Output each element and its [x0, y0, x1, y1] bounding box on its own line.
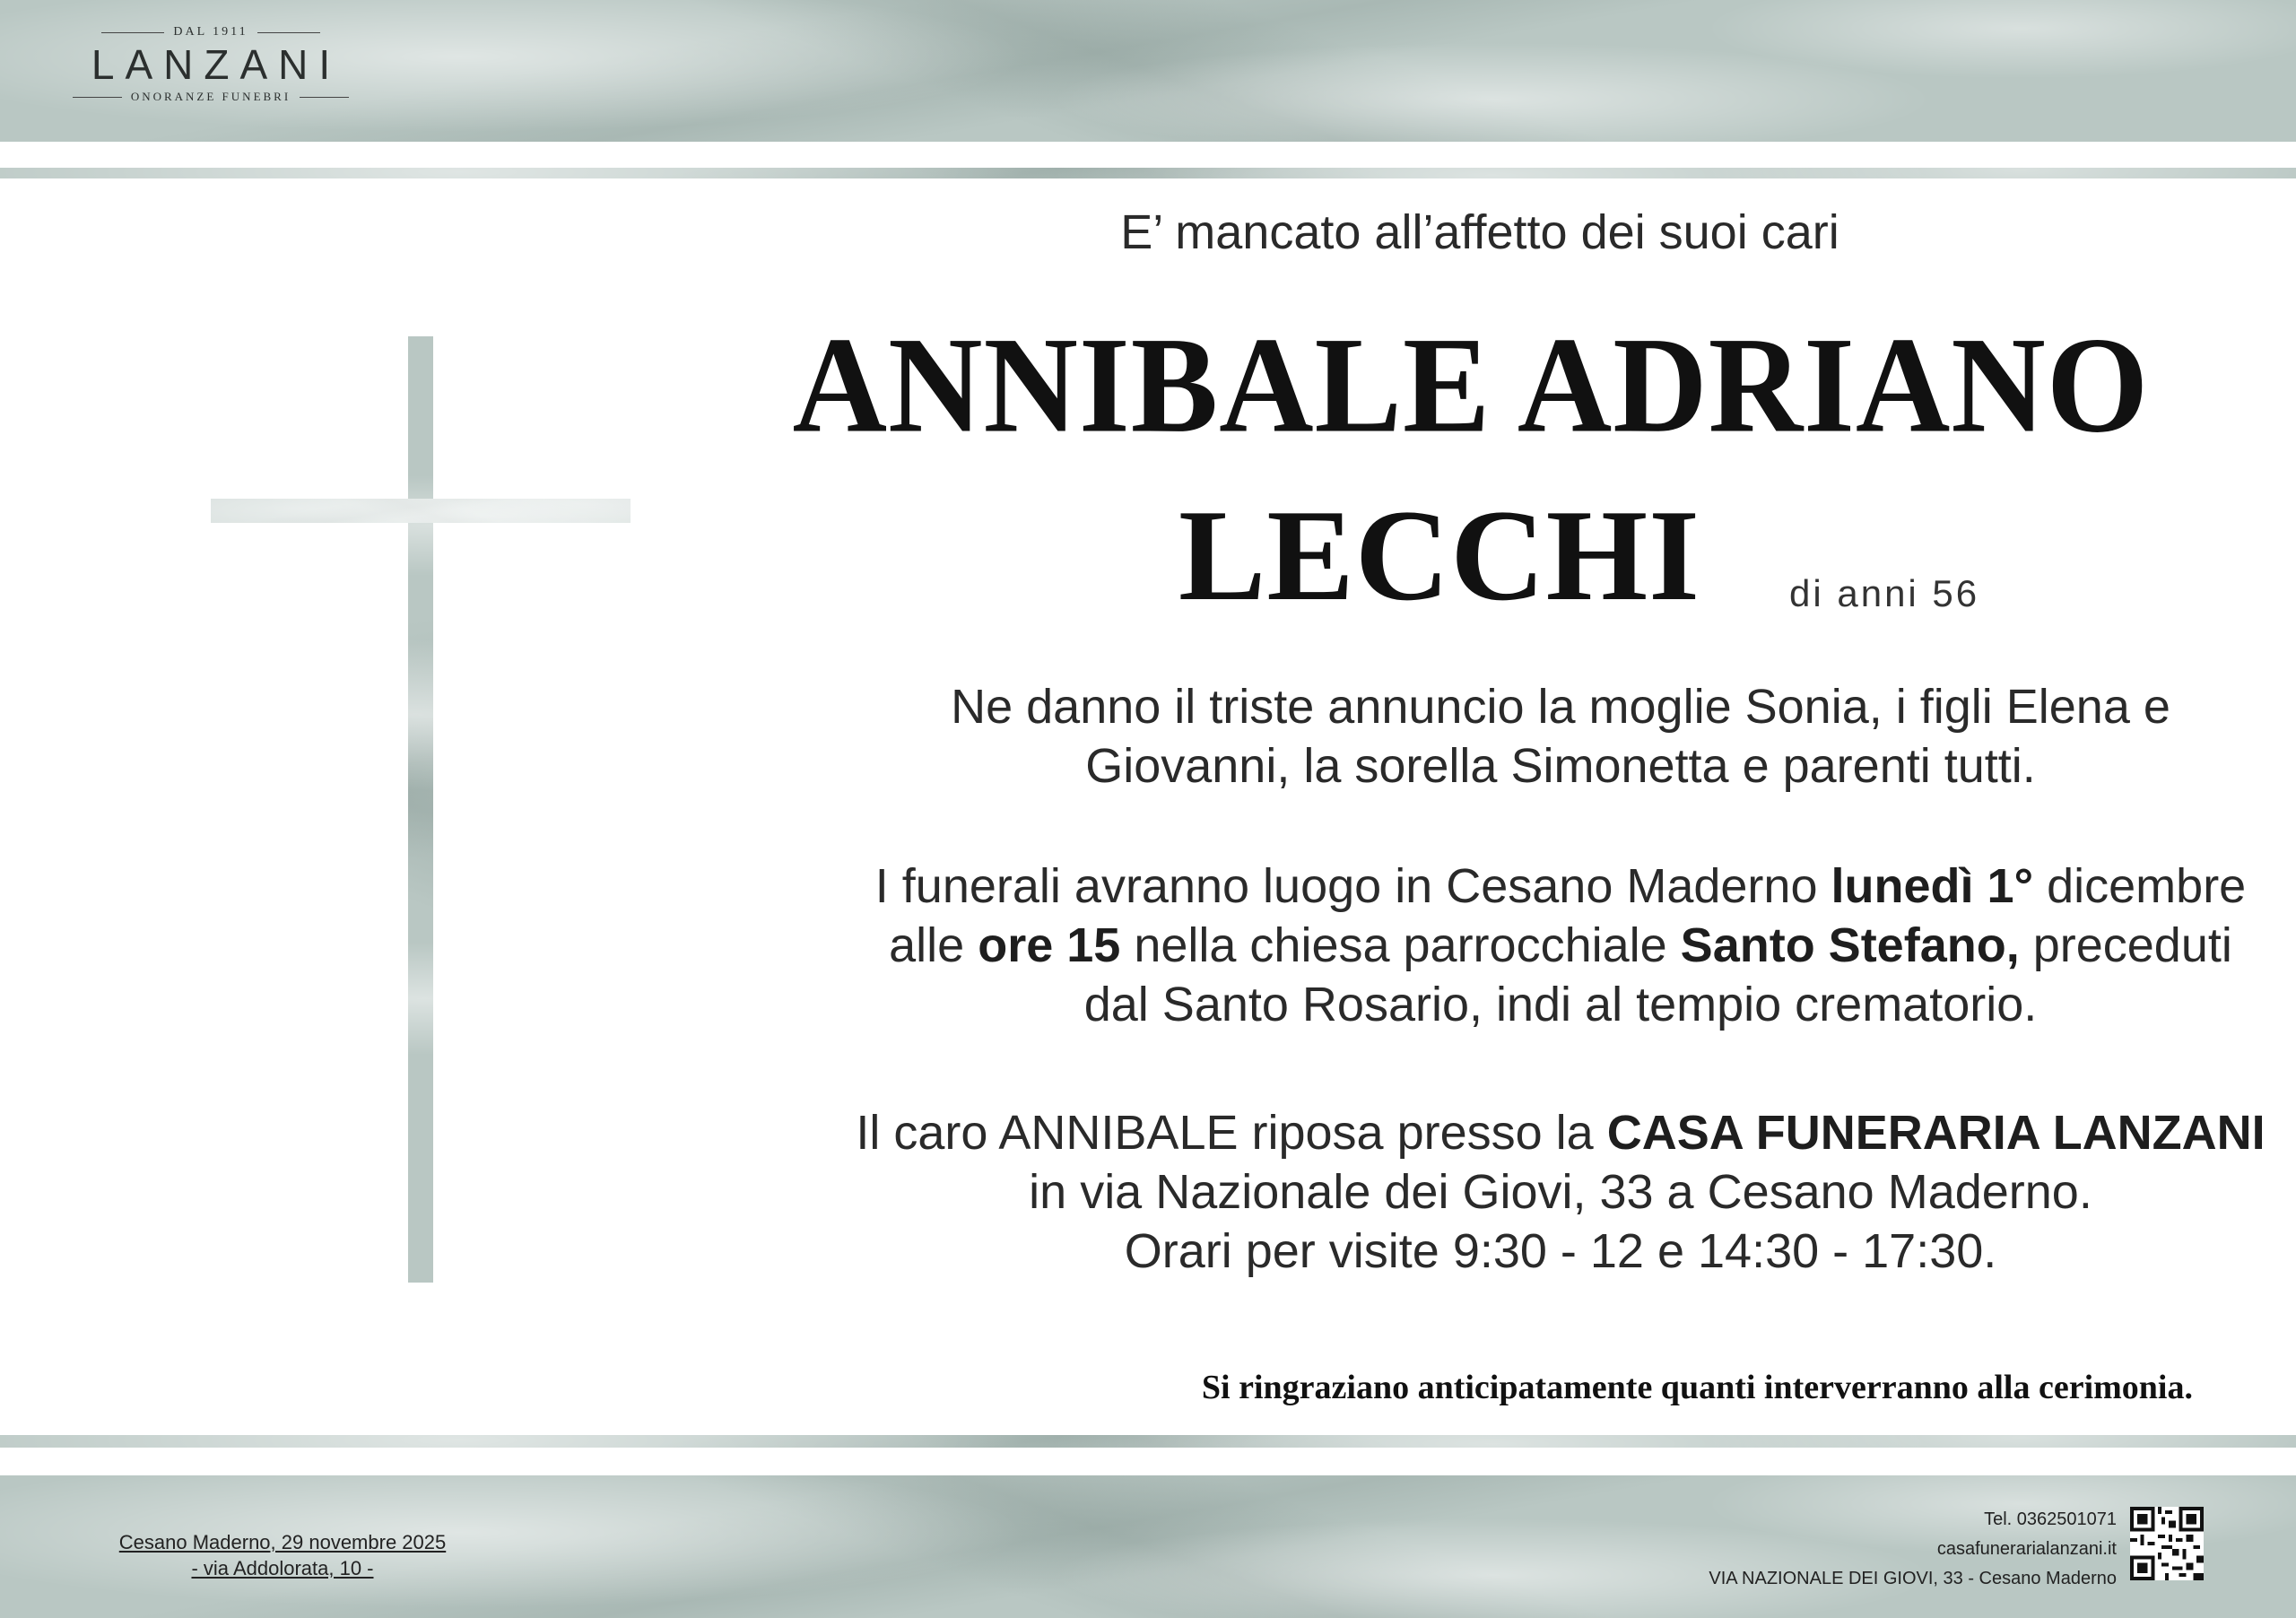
visit-line-3: Orari per visite 9:30 - 12 e 14:30 - 17:30.: [1124, 1224, 1997, 1278]
bottom-marble-divider: [0, 1435, 2296, 1448]
phone-number: Tel. 0362501071: [1984, 1509, 2117, 1529]
logo-subtitle: ONORANZE FUNEBRI: [63, 90, 359, 104]
company-address: VIA NAZIONALE DEI GIOVI, 33 - Cesano Maderno: [1709, 1569, 2117, 1588]
funeral-details: [700, 857, 2296, 1034]
family-line-2: Giovanni, la sorella Simonetta e parenti tutti.: [1085, 739, 2036, 793]
family-announcement: [700, 677, 2296, 796]
lanzani-logo: [63, 25, 359, 104]
place-address: - via Addolorata, 10 -: [191, 1557, 374, 1579]
deceased-surname: LECCHI: [1178, 483, 1700, 628]
visit-details: [700, 1103, 2296, 1281]
logo-since: DAL 1911: [63, 25, 359, 39]
cross-vertical-beam: [408, 336, 433, 1283]
thanks-note: Si ringraziano anticipatamente quanti interverranno alla cerimonia.: [1201, 1369, 2193, 1406]
funeral-line-2: alle ore 15 nella chiesa parrocchiale Santo Stefano, preceduti: [889, 918, 2232, 972]
footer-place-date: [81, 1529, 484, 1581]
visit-line-2: in via Nazionale dei Giovi, 33 a Cesano Maderno.: [1029, 1165, 2092, 1219]
qr-code-icon[interactable]: [2130, 1507, 2204, 1580]
website-link[interactable]: casafunerarialanzani.it: [1936, 1539, 2117, 1559]
funeral-time: ore 15: [978, 918, 1121, 972]
deceased-first-names: ANNIBALE ADRIANO: [792, 308, 2150, 462]
funeral-line-1: I funerali avranno luogo in Cesano Maderno lunedì 1° dicembre: [874, 859, 2247, 913]
footer-contacts: [1570, 1505, 2117, 1594]
funeral-day: lunedì 1°: [1831, 859, 2034, 913]
funeral-church: Santo Stefano,: [1680, 918, 2020, 972]
place-date: Cesano Maderno, 29 novembre 2025: [118, 1531, 447, 1553]
logo-brand: LANZANI: [91, 41, 342, 88]
funeral-line-3: dal Santo Rosario, indi al tempio crematorio.: [1083, 978, 2038, 1031]
deceased-age: di anni 56: [1789, 572, 1980, 614]
family-line-1: Ne danno il triste annuncio la moglie Sonia, i figli Elena e: [951, 680, 2170, 734]
top-marble-divider: [0, 168, 2296, 178]
funeral-home-name: CASA FUNERARIA LANZANI: [1606, 1106, 2266, 1160]
intro-text: E’ mancato all’affetto dei suoi cari: [1120, 205, 1839, 259]
cross-horizontal-beam: [211, 499, 631, 523]
visit-line-1: Il caro ANNIBALE riposa presso la CASA FUNERARIA LANZANI: [856, 1106, 2266, 1160]
